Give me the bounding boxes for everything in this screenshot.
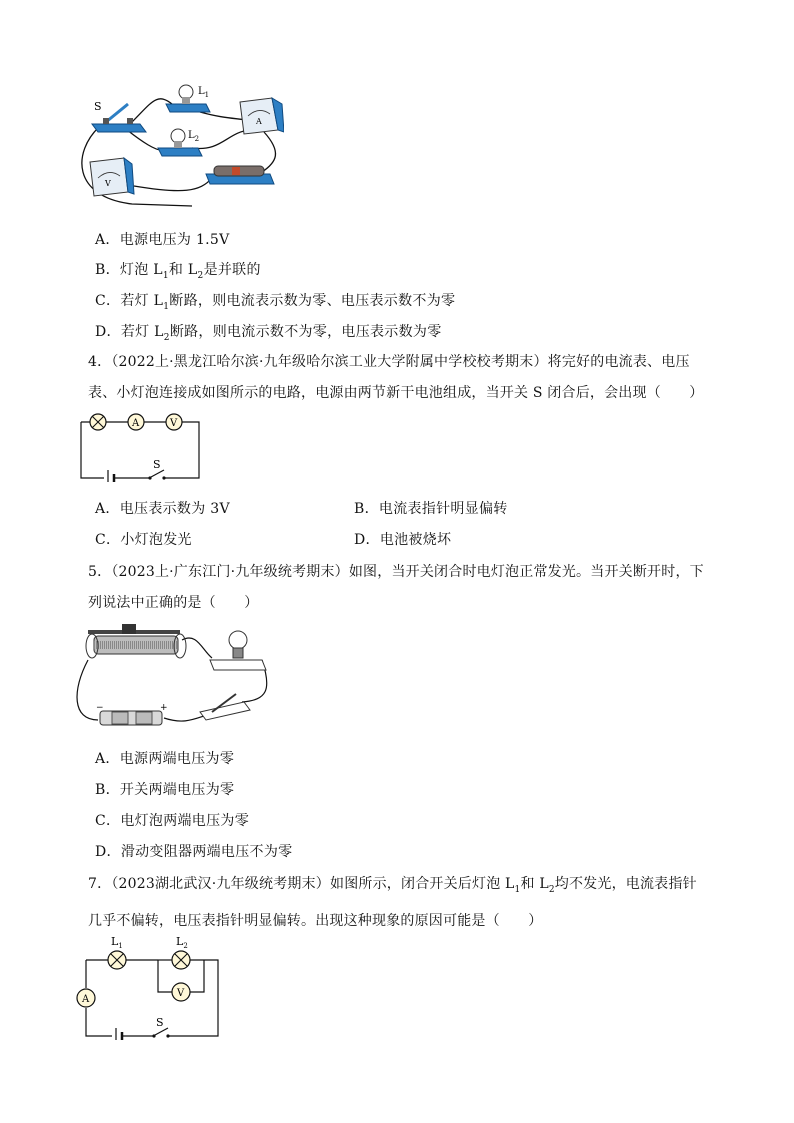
lamp1-bulb bbox=[179, 85, 193, 99]
svg-text:−: − bbox=[96, 703, 104, 713]
option-letter: B． bbox=[95, 782, 120, 798]
option-letter: C． bbox=[95, 813, 121, 829]
ammeter-label: A bbox=[132, 418, 140, 429]
question7-circuit-diagram bbox=[76, 932, 222, 1040]
option-letter: A． bbox=[95, 501, 120, 517]
switch-blade bbox=[155, 1028, 168, 1035]
lamp-bulb bbox=[229, 631, 247, 649]
question5-stem bbox=[88, 557, 710, 619]
q3-option-c[interactable] bbox=[95, 290, 455, 312]
q4-option-c[interactable] bbox=[95, 529, 192, 549]
option-text: 电灯泡两端电压为零 bbox=[120, 813, 250, 829]
ammeter bbox=[240, 98, 278, 134]
option-text: 电源电压为 1.5V bbox=[119, 232, 230, 248]
option-text: 若灯 L bbox=[120, 324, 164, 340]
option-text: 若灯 L bbox=[120, 293, 164, 309]
option-text: 电池被烧坏 bbox=[379, 532, 452, 548]
switch-label: S bbox=[94, 100, 102, 113]
ammeter-label: A bbox=[256, 117, 262, 126]
option-text-tail: 断路，则电流表示数为零、电压表示数不为零 bbox=[169, 293, 456, 309]
option-text: 电压表示数为 3V bbox=[119, 501, 230, 517]
question-source: （2023上·广东江门·九年级统考期末） bbox=[111, 564, 349, 580]
option-text: 电流表指针明显偏转 bbox=[378, 501, 508, 517]
option-text: 开关两端电压为零 bbox=[119, 782, 235, 798]
lamp1-board bbox=[166, 104, 210, 112]
voltmeter bbox=[90, 158, 128, 196]
voltmeter-label: V bbox=[105, 179, 111, 188]
lamp-board bbox=[210, 660, 266, 670]
q3-option-d[interactable] bbox=[95, 321, 442, 343]
question-text: 将完好的电流表、电压表、小灯泡连接成如图所示的电路，电源由两节新干电池组成，当开关 S 闭合后，会出现（ ） bbox=[88, 354, 704, 401]
option-letter: D． bbox=[354, 532, 380, 548]
q3-option-b[interactable] bbox=[95, 259, 261, 281]
option-letter: D． bbox=[95, 844, 121, 860]
q5-option-c[interactable] bbox=[95, 810, 249, 830]
option-letter: A． bbox=[95, 232, 120, 248]
option-text-mid: 和 L bbox=[168, 262, 198, 278]
option-text: 灯泡 L bbox=[119, 262, 163, 278]
switch-label: S bbox=[153, 458, 161, 471]
voltmeter-label: V bbox=[170, 418, 178, 429]
option-letter: B． bbox=[95, 262, 120, 278]
option-text: 电源两端电压为零 bbox=[119, 751, 235, 767]
question4-stem bbox=[88, 347, 710, 409]
lamp2-label: $L_2$ bbox=[188, 130, 200, 143]
switch-label: S bbox=[156, 1016, 164, 1029]
q5-option-b[interactable] bbox=[95, 779, 234, 799]
lamp2-bulb bbox=[171, 129, 185, 143]
question-source: （2023湖北武汉·九年级统考期末） bbox=[111, 876, 330, 892]
subscript: 2 bbox=[548, 884, 555, 895]
option-letter: A． bbox=[95, 751, 120, 767]
q3-option-a[interactable] bbox=[95, 229, 230, 249]
switch-board bbox=[92, 124, 146, 132]
option-letter: C． bbox=[95, 532, 121, 548]
option-text: 小灯泡发光 bbox=[120, 532, 192, 548]
question-source: （2022上·黑龙江哈尔滨·九年级哈尔滨工业大学附属中学校校考期末） bbox=[111, 354, 548, 370]
ammeter-label: A bbox=[82, 994, 90, 1005]
option-text-tail: 是并联的 bbox=[203, 262, 261, 278]
switch-blade bbox=[151, 470, 164, 477]
question-number: 5． bbox=[88, 564, 112, 580]
q5-option-a[interactable] bbox=[95, 748, 234, 768]
subscript: 1 bbox=[163, 301, 170, 312]
q4-option-a[interactable] bbox=[95, 498, 230, 518]
subscript: 1 bbox=[514, 884, 521, 895]
question-number: 4． bbox=[88, 354, 112, 370]
q4-option-d[interactable] bbox=[354, 529, 451, 549]
lamp2-board bbox=[158, 148, 202, 156]
question4-circuit-diagram bbox=[78, 410, 202, 482]
question3-circuit-figure bbox=[72, 82, 284, 214]
subscript: 2 bbox=[163, 332, 170, 343]
option-text: 滑动变阻器两端电压不为零 bbox=[120, 844, 293, 860]
rheostat-slider bbox=[122, 624, 136, 634]
subscript: 1 bbox=[162, 270, 169, 281]
question-text: 均不发光，电流表指针几乎不偏转，电压表指针明显偏转。出现这种现象的原因可能是（ ） bbox=[88, 876, 697, 929]
subscript: 2 bbox=[197, 270, 204, 281]
question-text: 和 L bbox=[520, 876, 549, 892]
battery bbox=[100, 711, 162, 725]
question7-stem bbox=[88, 869, 710, 937]
lamp2-label: $L_2$ bbox=[176, 935, 188, 950]
question-text: 如图所示，闭合开关后灯泡 L bbox=[330, 876, 515, 892]
question-text: 如图，当开关闭合时电灯泡正常发光。当开关断开时，下列说法中正确的是（ ） bbox=[88, 564, 704, 611]
q5-option-d[interactable] bbox=[95, 841, 292, 861]
option-letter: D． bbox=[95, 324, 121, 340]
question-number: 7． bbox=[88, 876, 112, 892]
lamp1-label: $L_1$ bbox=[111, 935, 123, 950]
q4-option-b[interactable] bbox=[354, 498, 508, 518]
voltmeter-label: V bbox=[177, 988, 185, 999]
option-text-tail: 断路，则电流示数不为零，电压表示数为零 bbox=[169, 324, 442, 340]
switch-board bbox=[200, 702, 250, 720]
option-letter: C． bbox=[95, 293, 121, 309]
question5-circuit-figure bbox=[72, 620, 272, 732]
svg-text:+: + bbox=[160, 703, 168, 713]
lamp1-label: $L_1$ bbox=[198, 86, 210, 99]
option-letter: B． bbox=[354, 501, 379, 517]
